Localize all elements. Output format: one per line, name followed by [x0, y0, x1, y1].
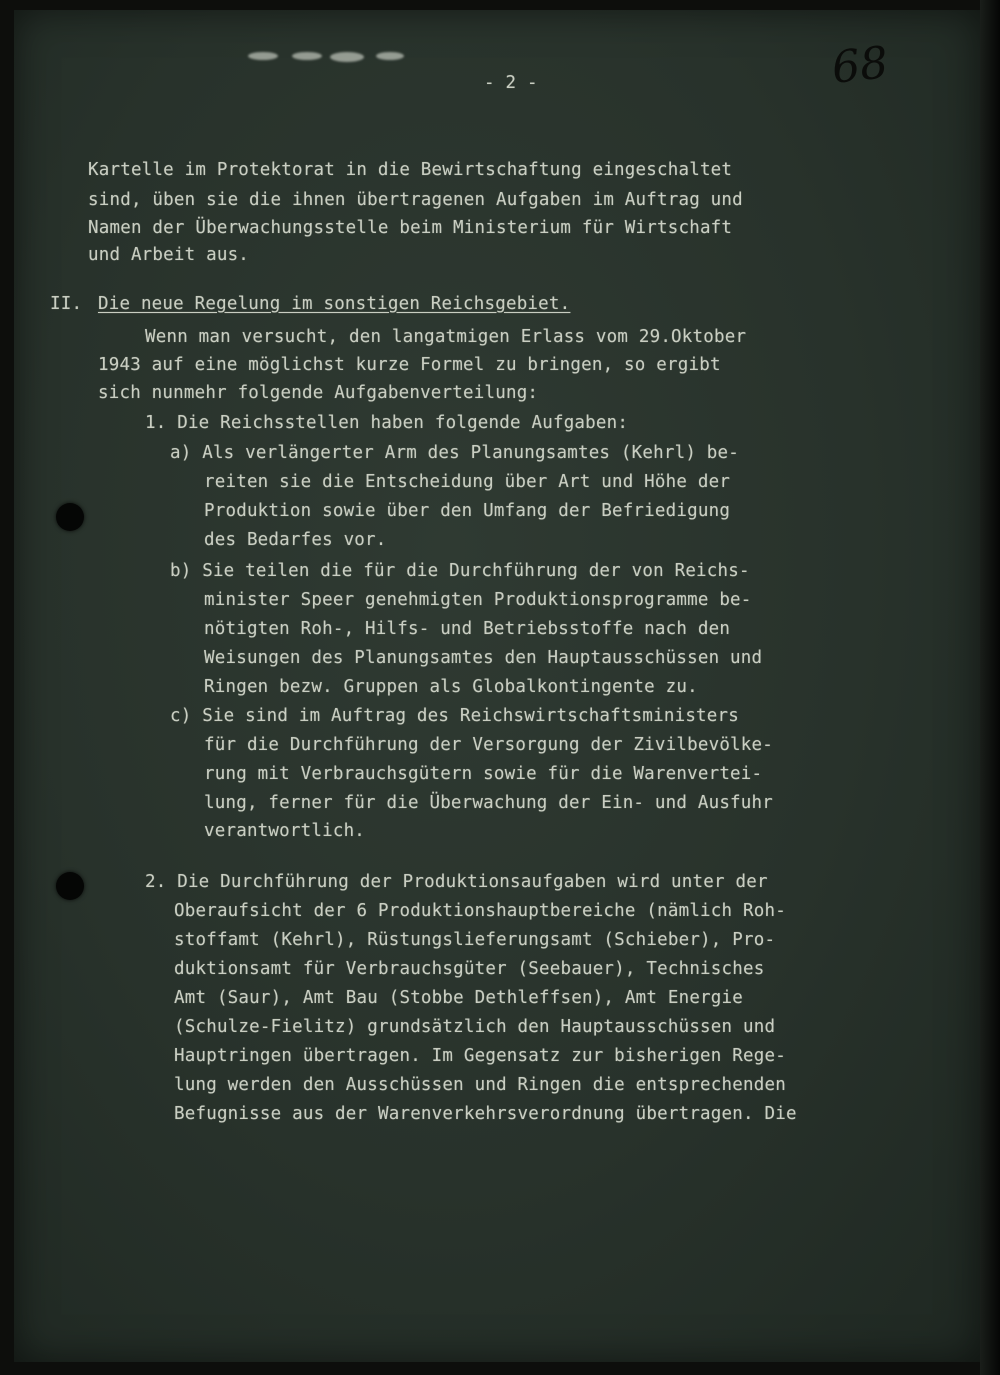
text-line: stoffamt (Kehrl), Rüstungslieferungsamt (Schieber), Pro-	[174, 930, 776, 950]
list-item: 2. Die Durchführung der Produktionsaufgaben wird unter der	[145, 872, 768, 892]
text-line: für die Durchführung der Versorgung der Zivilbevölke-	[204, 735, 774, 755]
text-line: Wenn man versucht, den langatmigen Erlass vom 29.Oktober	[145, 327, 747, 347]
text-line: sind, üben sie die ihnen übertragenen Aufgaben im Auftrag und	[88, 190, 743, 210]
list-item: b) Sie teilen die für die Durchführung der von Reichs-	[170, 561, 750, 581]
section-heading: Die neue Regelung im sonstigen Reichsgebiet.	[98, 294, 571, 314]
text-line: lung, ferner für die Überwachung der Ein- und Ausfuhr	[204, 793, 774, 813]
list-item: a) Als verlängerter Arm des Planungsamtes (Kehrl) be-	[170, 443, 740, 463]
page-edge	[980, 0, 1000, 1375]
text-line: Namen der Überwachungsstelle beim Ministerium für Wirtschaft	[88, 218, 733, 238]
text-line: 1943 auf eine möglichst kurze Formel zu bringen, so ergibt	[98, 355, 721, 375]
text-line: (Schulze-Fielitz) grundsätzlich den Hauptausschüssen und	[174, 1017, 776, 1037]
text-line: des Bedarfes vor.	[204, 530, 387, 550]
handwritten-page-number: 68	[829, 37, 891, 94]
text-line: sich nunmehr folgende Aufgabenverteilung:	[98, 383, 539, 403]
text-line: Hauptringen übertragen. Im Gegensatz zur bisherigen Rege-	[174, 1046, 786, 1066]
text-line: minister Speer genehmigten Produktionsprogramme be-	[204, 590, 752, 610]
text-line: Amt (Saur), Amt Bau (Stobbe Dethleffsen), Amt Energie	[174, 988, 744, 1008]
section-number: II.	[50, 294, 83, 314]
text-line: Weisungen des Planungsamtes den Hauptausschüssen und	[204, 648, 763, 668]
list-item: 1. Die Reichsstellen haben folgende Aufgaben:	[145, 413, 629, 433]
text-line: Befugnisse aus der Warenverkehrsverordnung übertragen. Die	[174, 1104, 797, 1124]
punch-hole	[56, 872, 84, 900]
text-line: Kartelle im Protektorat in die Bewirtschaftung eingeschaltet	[88, 160, 733, 180]
text-line: rung mit Verbrauchsgütern sowie für die Warenvertei-	[204, 764, 763, 784]
text-line: Ringen bezw. Gruppen als Globalkontingente zu.	[204, 677, 698, 697]
text-line: duktionsamt für Verbrauchsgüter (Seebauer), Technisches	[174, 959, 765, 979]
top-smudge	[292, 52, 322, 60]
text-line: Oberaufsicht der 6 Produktionshauptbereiche (nämlich Roh-	[174, 901, 786, 921]
top-smudge	[376, 52, 404, 60]
page-number: - 2 -	[484, 73, 538, 93]
text-line: Produktion sowie über den Umfang der Befriedigung	[204, 501, 731, 521]
top-smudge	[330, 52, 364, 62]
text-line: nötigten Roh-, Hilfs- und Betriebsstoffe nach den	[204, 619, 731, 639]
top-smudge	[248, 52, 278, 60]
text-line: und Arbeit aus.	[88, 245, 250, 265]
text-line: reiten sie die Entscheidung über Art und Höhe der	[204, 472, 731, 492]
list-item: c) Sie sind im Auftrag des Reichswirtschaftsministers	[170, 706, 740, 726]
text-line: verantwortlich.	[204, 821, 366, 841]
punch-hole	[56, 503, 84, 531]
text-line: lung werden den Ausschüssen und Ringen die entsprechenden	[174, 1075, 786, 1095]
